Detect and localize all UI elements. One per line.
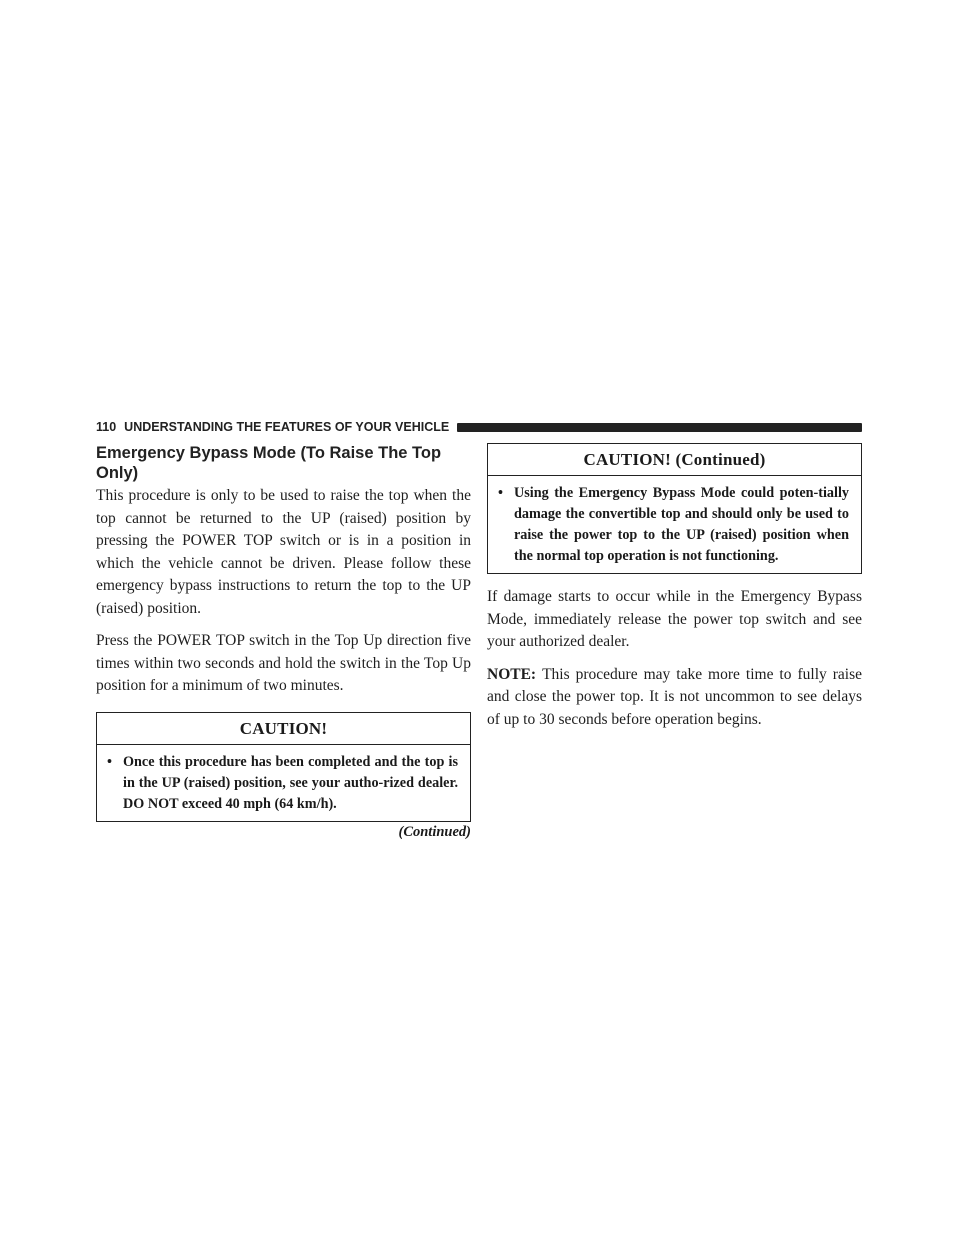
page-header	[96, 416, 862, 438]
caution-text: Once this procedure has been completed and the top is in the UP (raised) position, see your autho-rized dealer. DO NOT exceed 40 mph (64 km/h).	[123, 753, 458, 812]
bullet-icon: •	[498, 485, 503, 501]
caution-text: Using the Emergency Bypass Mode could poten-tially damage the convertible top and should only be used to raise the power top to the UP (raised) position when the normal top operation is not functioning.	[514, 485, 849, 564]
section-heading: Emergency Bypass Mode (To Raise The Top Only)	[96, 444, 442, 482]
caution-list	[488, 476, 861, 573]
caution-item	[107, 752, 458, 815]
left-column	[96, 443, 471, 841]
note-text: This procedure may take more time to fully raise and close the power top. It is not uncommon to see delays of up to 30 seconds before operation begins.	[487, 665, 862, 728]
caution-box	[96, 712, 471, 822]
caution-box-continued	[487, 443, 862, 574]
bullet-icon: •	[107, 753, 112, 770]
caution-title: CAUTION!	[97, 713, 470, 745]
caution-list	[97, 745, 470, 821]
continued-label: (Continued)	[398, 823, 471, 840]
note-paragraph	[487, 664, 862, 732]
section-title: UNDERSTANDING THE FEATURES OF YOUR VEHICLE	[124, 420, 450, 434]
page-number: 110	[96, 420, 117, 434]
paragraph-damage: If damage starts to occur while in the Emergency Bypass Mode, immediately release the power top switch and see your authorized dealer.	[487, 588, 862, 650]
caution-item	[498, 483, 849, 567]
caution-title-continued: CAUTION! (Continued)	[488, 444, 861, 476]
header-rule	[457, 423, 862, 432]
paragraph-intro: This procedure is only to be used to raise the top when the top cannot be returned to the UP (raised) position by pressing the POWER TOP switch or is in a position in which the vehicle cannot be driven. Please follow these emergency bypass instructions to return the top to the UP (raised) position.	[96, 487, 471, 617]
right-column	[487, 443, 862, 741]
note-label: NOTE:	[487, 665, 537, 683]
paragraph-procedure: Press the POWER TOP switch in the Top Up direction five times within two seconds and hold the switch in the Top Up position for a minimum of two minutes.	[96, 632, 471, 694]
